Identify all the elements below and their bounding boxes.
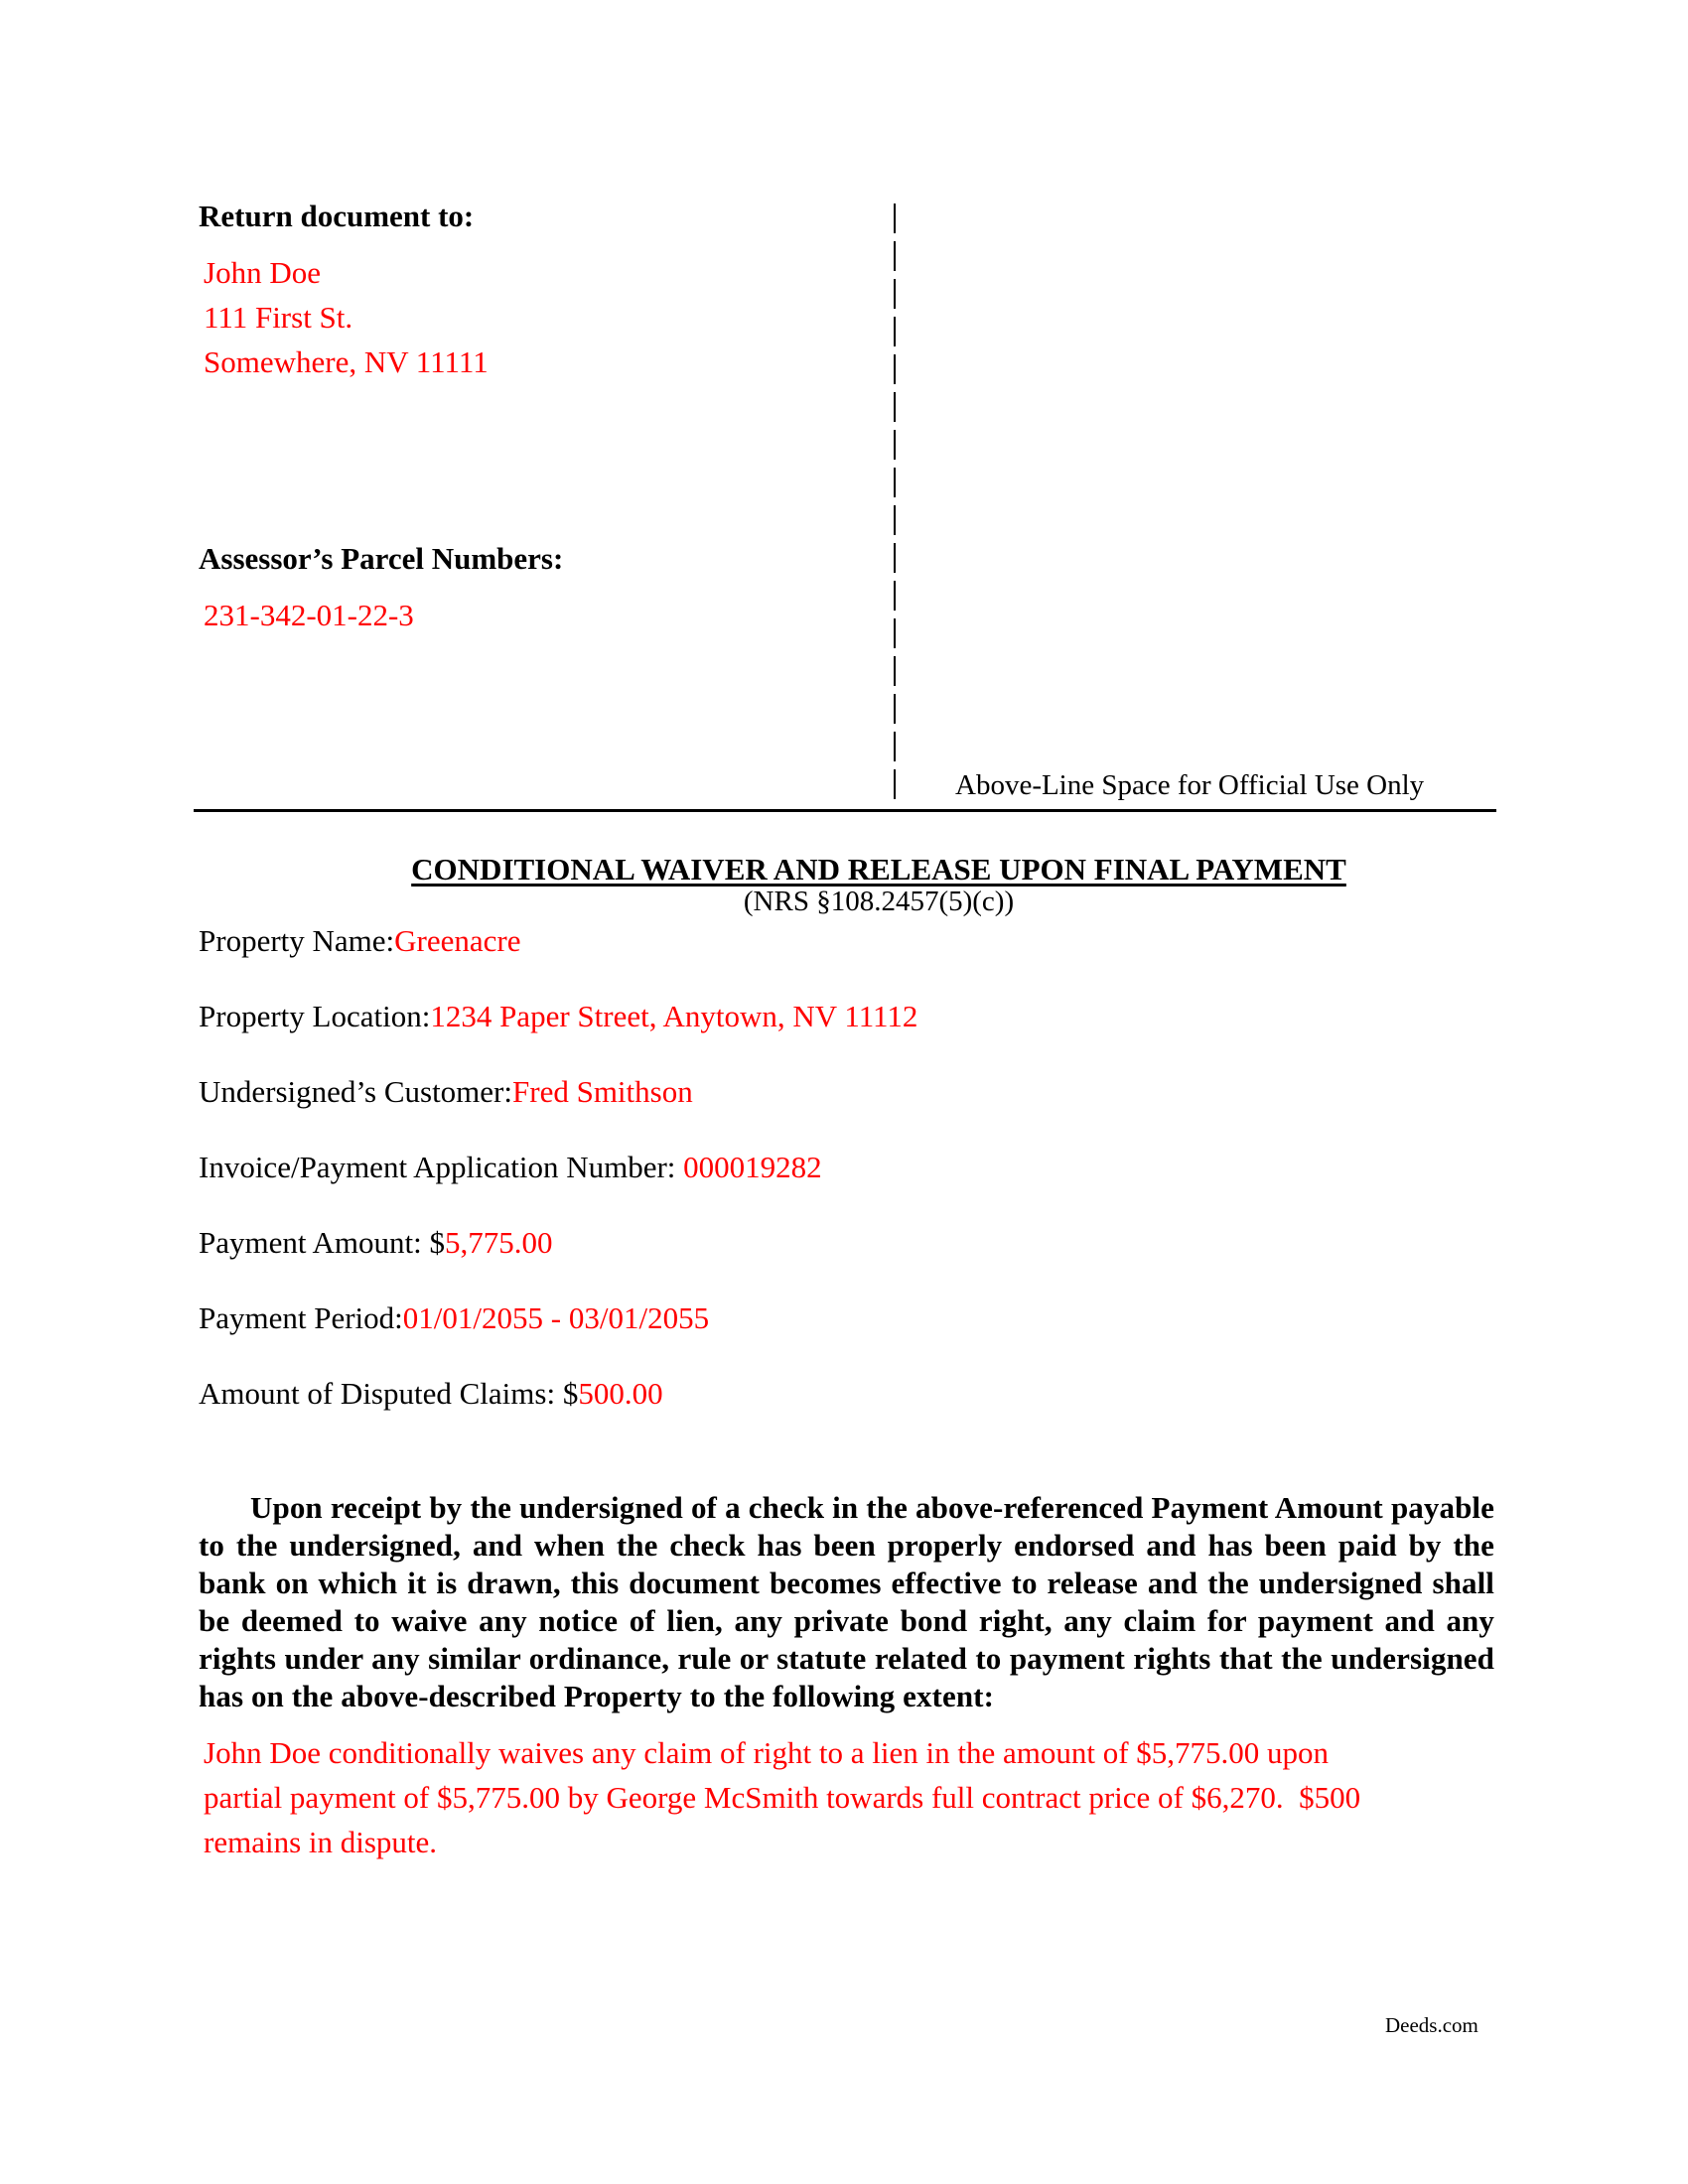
document-title-wrap: [0, 852, 1688, 887]
return-document-heading: Return document to:: [199, 199, 475, 233]
property-name-label: Property Name:: [199, 923, 395, 958]
payment-period-value: 01/01/2055 - 03/01/2055: [402, 1300, 710, 1335]
customer-row: [199, 1074, 693, 1110]
payment-amount-label: Payment Amount: $: [199, 1225, 445, 1260]
property-location-row: [199, 999, 917, 1034]
property-name-row: [199, 923, 520, 959]
release-extent-line-3: remains in dispute.: [204, 1825, 438, 1859]
payment-period-row: [199, 1300, 709, 1336]
property-location-value: 1234 Paper Street, Anytown, NV 11112: [430, 999, 918, 1033]
return-city-state-zip: Somewhere, NV 11111: [204, 344, 489, 379]
release-extent-line-2: partial payment of $5,775.00 by George McSmith towards full contract price of $6,270. $500: [204, 1780, 1361, 1815]
property-location-label: Property Location:: [199, 999, 431, 1033]
release-extent-line-1: John Doe conditionally waives any claim of right to a lien in the amount of $5,775.00 upon: [204, 1735, 1330, 1770]
payment-amount-value: 5,775.00: [445, 1225, 553, 1260]
official-use-line: [194, 809, 1496, 812]
invoice-value: 000019282: [683, 1150, 822, 1184]
recording-area-divider: [894, 204, 896, 804]
customer-value: Fred Smithson: [512, 1074, 693, 1109]
return-street: 111 First St.: [204, 300, 353, 335]
disputed-claims-value: 500.00: [578, 1376, 663, 1411]
disputed-claims-row: [199, 1376, 663, 1412]
property-name-value: Greenacre: [394, 923, 521, 958]
release-extent: [204, 1730, 1494, 1864]
invoice-label: Invoice/Payment Application Number:: [199, 1150, 676, 1184]
customer-label: Undersigned’s Customer:: [199, 1074, 512, 1109]
release-paragraph: Upon receipt by the undersigned of a check in the above-referenced Payment Amount payable to the undersigned, and when the check has been properly endorsed and has been paid by the bank on which it is drawn, this document becomes effective to release and the undersigned shall be deemed to waive any notice of lien, any private bond right, any claim for payment and any rights under any similar ordinance, rule or statute related to payment rights that the undersigned has on the above-described Property to the following extent:: [199, 1490, 1494, 1713]
parcel-number: 231-342-01-22-3: [204, 598, 414, 632]
payment-period-label: Payment Period:: [199, 1300, 403, 1335]
document-title: CONDITIONAL WAIVER AND RELEASE UPON FINAL PAYMENT: [411, 852, 1346, 887]
invoice-row: [199, 1150, 822, 1185]
official-use-caption: Above-Line Space for Official Use Only: [955, 769, 1425, 801]
return-name: John Doe: [204, 255, 321, 290]
statute-reference: (NRS §108.2457(5)(c)): [743, 886, 1015, 917]
disputed-claims-label: Amount of Disputed Claims: $: [199, 1376, 579, 1411]
payment-amount-row: [199, 1225, 553, 1261]
footer-brand: Deeds.com: [1385, 2013, 1478, 2037]
parcel-numbers-heading: Assessor’s Parcel Numbers:: [199, 541, 564, 576]
